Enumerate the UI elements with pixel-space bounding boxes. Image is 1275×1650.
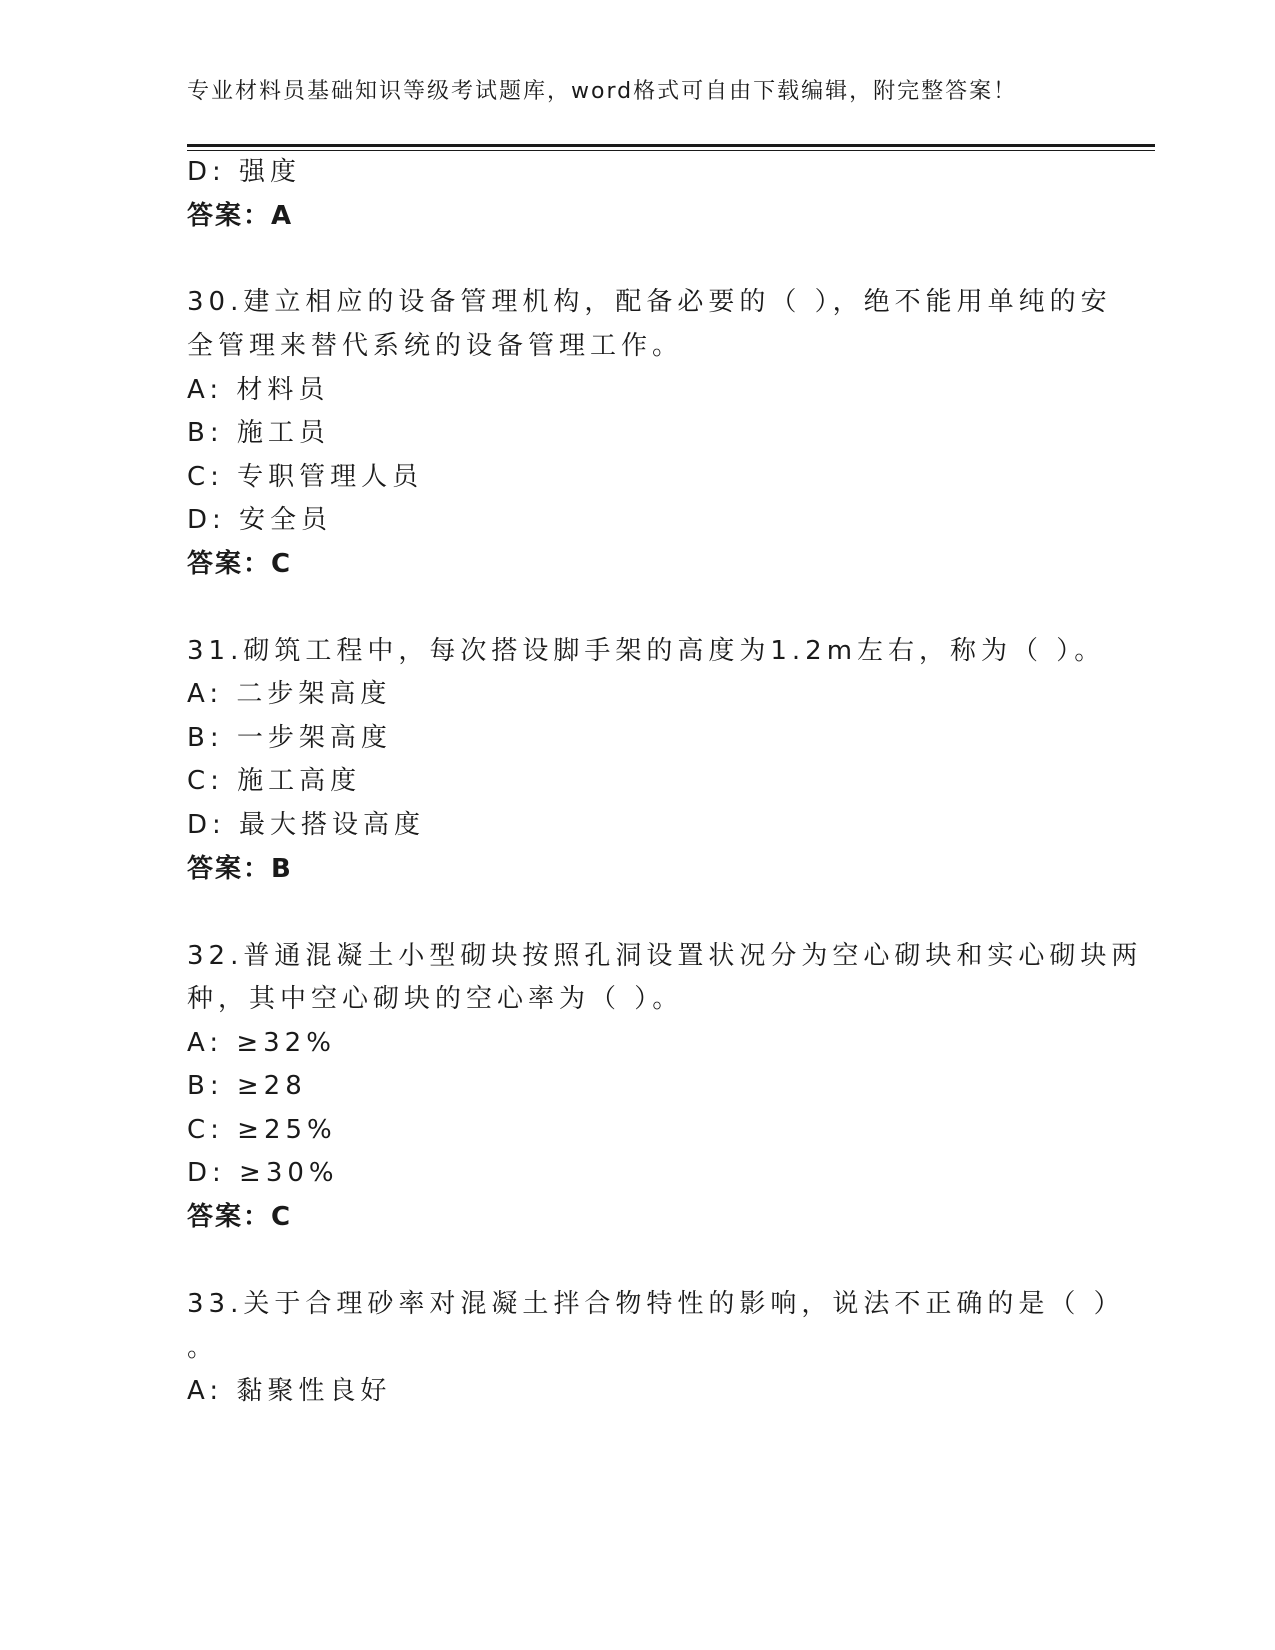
answer: 答案：A [187, 201, 294, 231]
option-c: C: ≥25% [187, 1115, 337, 1145]
option-b: B: 施工员 [187, 418, 330, 448]
option-c: C: 专职管理人员 [187, 462, 424, 492]
question-33-text: 33.关于合理砂率对混凝土拌合物特性的影响，说法不正确的是（ ） [187, 1289, 1125, 1319]
answer: 答案：C [187, 549, 293, 579]
answer: 答案：B [187, 854, 293, 884]
header-rule-thick [187, 144, 1155, 147]
option-c: C: 施工高度 [187, 766, 362, 796]
option-d: D: 最大搭设高度 [187, 810, 426, 840]
question-30-text-cont: 全管理来替代系统的设备管理工作。 [187, 331, 684, 361]
answer: 答案：C [187, 1202, 293, 1232]
question-32-text: 32.普通混凝土小型砌块按照孔洞设置状况分为空心砌块和实心砌块两 [187, 941, 1143, 971]
option-d: D: 强度 [187, 157, 302, 187]
page-header: 专业材料员基础知识等级考试题库，word格式可自由下载编辑，附完整答案！ [187, 79, 1018, 104]
option-d: D: 安全员 [187, 505, 333, 535]
option-a: A: 材料员 [187, 375, 330, 405]
option-b: B: ≥28 [187, 1071, 307, 1101]
option-a: A: ≥32% [187, 1028, 336, 1058]
option-b: B: 一步架高度 [187, 723, 392, 753]
option-a: A: 二步架高度 [187, 679, 392, 709]
option-d: D: ≥30% [187, 1158, 339, 1188]
question-32-text-cont: 种，其中空心砌块的空心率为（ ）。 [187, 984, 684, 1014]
header-rule-thin [187, 150, 1155, 151]
question-33-text-cont: 。 [187, 1333, 219, 1363]
question-31-text: 31.砌筑工程中，每次搭设脚手架的高度为1.2m左右，称为（ ）。 [187, 636, 1106, 666]
option-a: A: 黏聚性良好 [187, 1376, 392, 1406]
question-30-text: 30.建立相应的设备管理机构，配备必要的（ ），绝不能用单纯的安 [187, 287, 1112, 317]
